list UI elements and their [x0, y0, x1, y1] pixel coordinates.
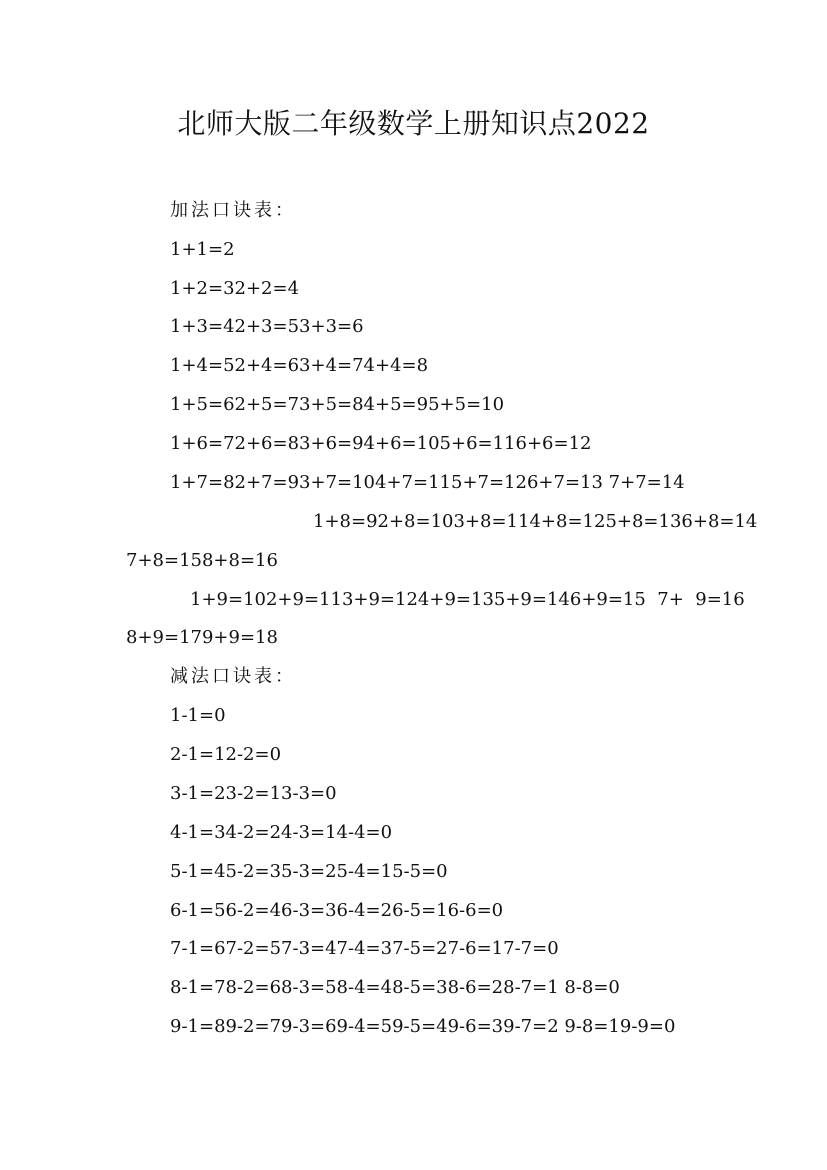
subtraction-line-4: 4-1=34-2=24-3=14-4=0 [170, 822, 393, 843]
addition-line-4: 1+4=52+4=63+4=74+4=8 [170, 355, 429, 376]
addition-line-8-continued: 7+8=158+8=16 [126, 550, 278, 571]
addition-line-9: 1+9=102+9=113+9=124+9=135+9=146+9=15 7+ 9=16 [190, 589, 745, 610]
addition-table-heading: 加法口诀表： [170, 200, 296, 221]
subtraction-line-2: 2-1=12-2=0 [170, 744, 282, 765]
subtraction-table-heading: 减法口诀表： [170, 666, 296, 687]
addition-line-8: 1+8=92+8=103+8=114+8=125+8=136+8=14 [313, 511, 758, 532]
addition-line-9-continued: 8+9=179+9=18 [126, 627, 278, 648]
addition-line-5: 1+5=62+5=73+5=84+5=95+5=10 [170, 394, 505, 415]
subtraction-line-7: 7-1=67-2=57-3=47-4=37-5=27-6=17-7=0 [170, 938, 559, 959]
addition-line-3: 1+3=42+3=53+3=6 [170, 316, 364, 337]
subtraction-line-6: 6-1=56-2=46-3=36-4=26-5=16-6=0 [170, 900, 504, 921]
addition-line-7: 1+7=82+7=93+7=104+7=115+7=126+7=13 7+7=14 [170, 472, 685, 493]
document-title: 北师大版二年级数学上册知识点2022 [177, 107, 650, 140]
subtraction-line-1: 1-1=0 [170, 705, 226, 726]
addition-line-6: 1+6=72+6=83+6=94+6=105+6=116+6=12 [170, 433, 592, 454]
addition-line-2: 1+2=32+2=4 [170, 278, 300, 299]
subtraction-line-5: 5-1=45-2=35-3=25-4=15-5=0 [170, 861, 448, 882]
subtraction-line-9: 9-1=89-2=79-3=69-4=59-5=49-6=39-7=2 9-8=19-9=0 [170, 1016, 676, 1037]
subtraction-line-3: 3-1=23-2=13-3=0 [170, 783, 337, 804]
subtraction-line-8: 8-1=78-2=68-3=58-4=48-5=38-6=28-7=1 8-8=0 [170, 977, 620, 998]
addition-line-1: 1+1=2 [170, 239, 235, 260]
